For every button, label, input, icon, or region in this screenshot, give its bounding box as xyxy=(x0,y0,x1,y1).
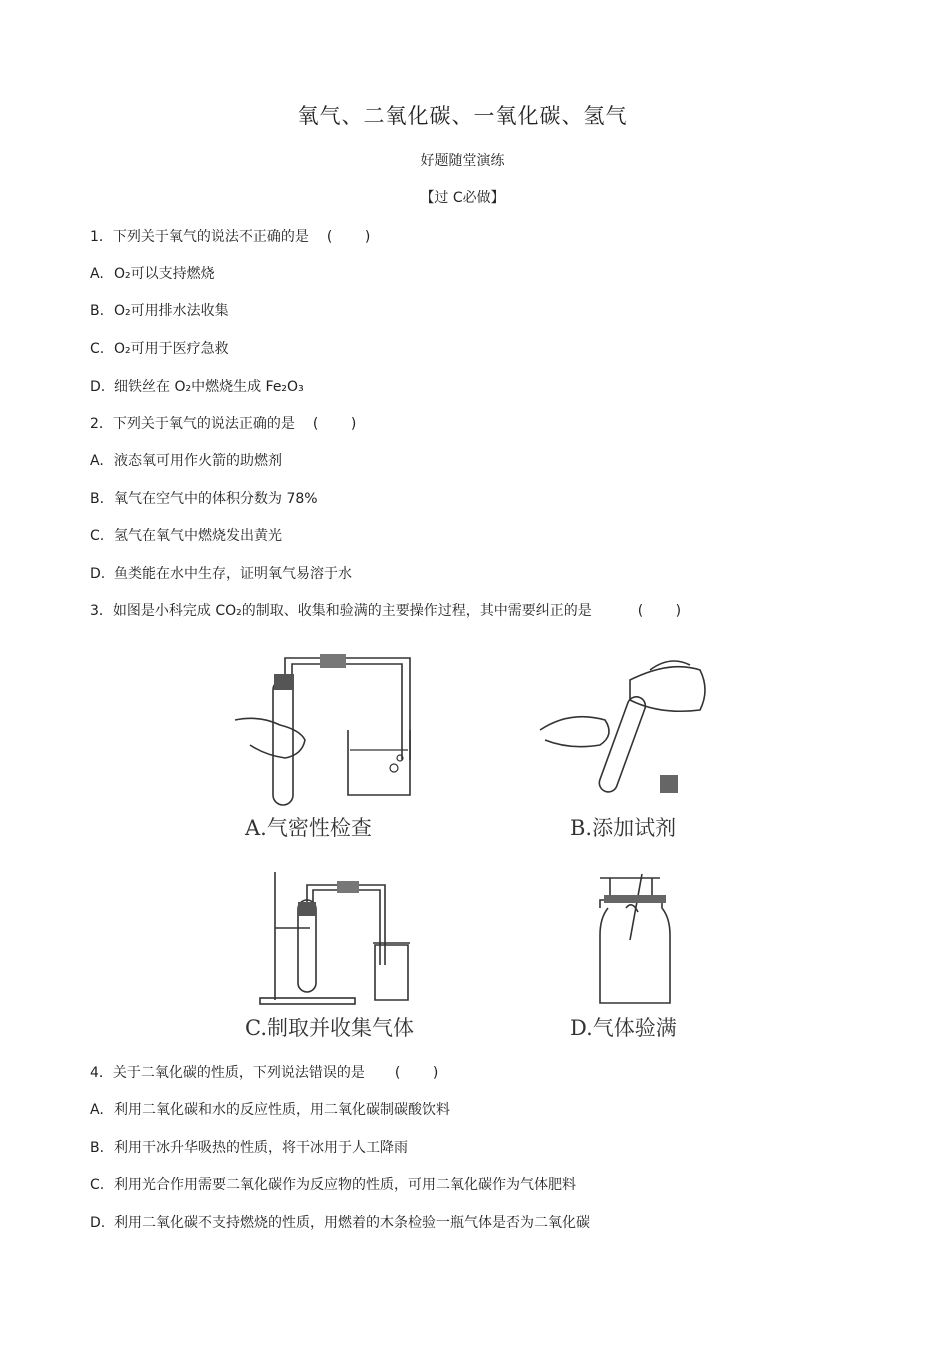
question-text: 4．关于二氧化碳的性质，下列说法错误的是 xyxy=(90,1065,365,1081)
option-2a xyxy=(90,450,282,470)
option-2c xyxy=(90,525,282,545)
caption-b: B.添加试剂 xyxy=(570,816,677,840)
panel-b-adding-reagents xyxy=(540,661,705,794)
answer-paren: ( ) xyxy=(394,1065,453,1081)
page-subtitle: 好题随堂演练 xyxy=(420,153,505,169)
section-tag: 【过 C必做】 xyxy=(420,190,505,206)
panel-d-full-check xyxy=(600,874,670,1003)
option-4d xyxy=(90,1212,590,1232)
option-text: 利用二氧化碳不支持燃烧的性质，用燃着的木条检验一瓶气体是否为二氧化碳 xyxy=(114,1215,590,1231)
answer-paren: ( ) xyxy=(637,603,696,619)
option-2d xyxy=(90,563,352,583)
question-4-stem xyxy=(90,1062,452,1082)
caption-a: A.气密性检查 xyxy=(245,816,372,840)
question-text: 2．下列关于氧气的说法正确的是 xyxy=(90,416,295,432)
option-letter: A. xyxy=(90,1102,104,1118)
option-letter: D. xyxy=(90,379,106,395)
option-letter: A. xyxy=(90,453,104,469)
option-letter: C. xyxy=(90,341,105,357)
answer-paren: ( ) xyxy=(312,416,371,432)
option-4b xyxy=(90,1137,408,1157)
option-text: O₂可用于医疗急救 xyxy=(114,341,229,357)
caption-c: C.制取并收集气体 xyxy=(245,1016,414,1040)
option-text: 利用二氧化碳和水的反应性质，用二氧化碳制碳酸饮料 xyxy=(114,1102,450,1118)
option-text: 细铁丝在 O₂中燃烧生成 Fe₂O₃ xyxy=(114,379,304,395)
question-3-stem xyxy=(90,600,695,620)
experiment-figure xyxy=(230,640,720,1050)
option-letter: D. xyxy=(90,1215,106,1231)
option-text: O₂可以支持燃烧 xyxy=(114,266,215,282)
option-letter: D. xyxy=(90,566,106,582)
option-letter: A. xyxy=(90,266,104,282)
option-4c xyxy=(90,1174,576,1194)
question-text: 1．下列关于氧气的说法不正确的是 xyxy=(90,229,309,245)
option-text: 液态氧可用作火箭的助燃剂 xyxy=(114,453,282,469)
question-2-stem xyxy=(90,413,370,433)
option-letter: C. xyxy=(90,528,105,544)
caption-d: D.气体验满 xyxy=(570,1016,677,1040)
option-1c xyxy=(90,338,229,358)
option-text: 氧气在空气中的体积分数为 78% xyxy=(114,491,318,507)
option-text: O₂可用排水法收集 xyxy=(114,303,229,319)
option-letter: C. xyxy=(90,1177,105,1193)
option-1a xyxy=(90,263,215,283)
question-1-stem xyxy=(90,226,384,246)
option-text: 氢气在氧气中燃烧发出黄光 xyxy=(114,528,282,544)
panel-a-airtight-check xyxy=(235,654,410,805)
option-1b xyxy=(90,300,229,320)
option-4a xyxy=(90,1099,450,1119)
option-text: 鱼类能在水中生存，证明氧气易溶于水 xyxy=(114,566,352,582)
page-title: 氧气、二氧化碳、一氧化碳、氢气 xyxy=(297,104,628,128)
option-letter: B. xyxy=(90,303,105,319)
panel-c-preparation xyxy=(260,872,410,1004)
question-text: 3．如图是小科完成 CO₂的制取、收集和验满的主要操作过程，其中需要纠正的是 xyxy=(90,603,592,619)
option-2b xyxy=(90,488,318,508)
option-text: 利用光合作用需要二氧化碳作为反应物的性质，可用二氧化碳作为气体肥料 xyxy=(114,1177,576,1193)
answer-paren: ( ) xyxy=(326,229,385,245)
option-1d xyxy=(90,376,304,396)
option-text: 利用干冰升华吸热的性质，将干冰用于人工降雨 xyxy=(114,1140,408,1156)
option-letter: B. xyxy=(90,491,105,507)
option-letter: B. xyxy=(90,1140,105,1156)
